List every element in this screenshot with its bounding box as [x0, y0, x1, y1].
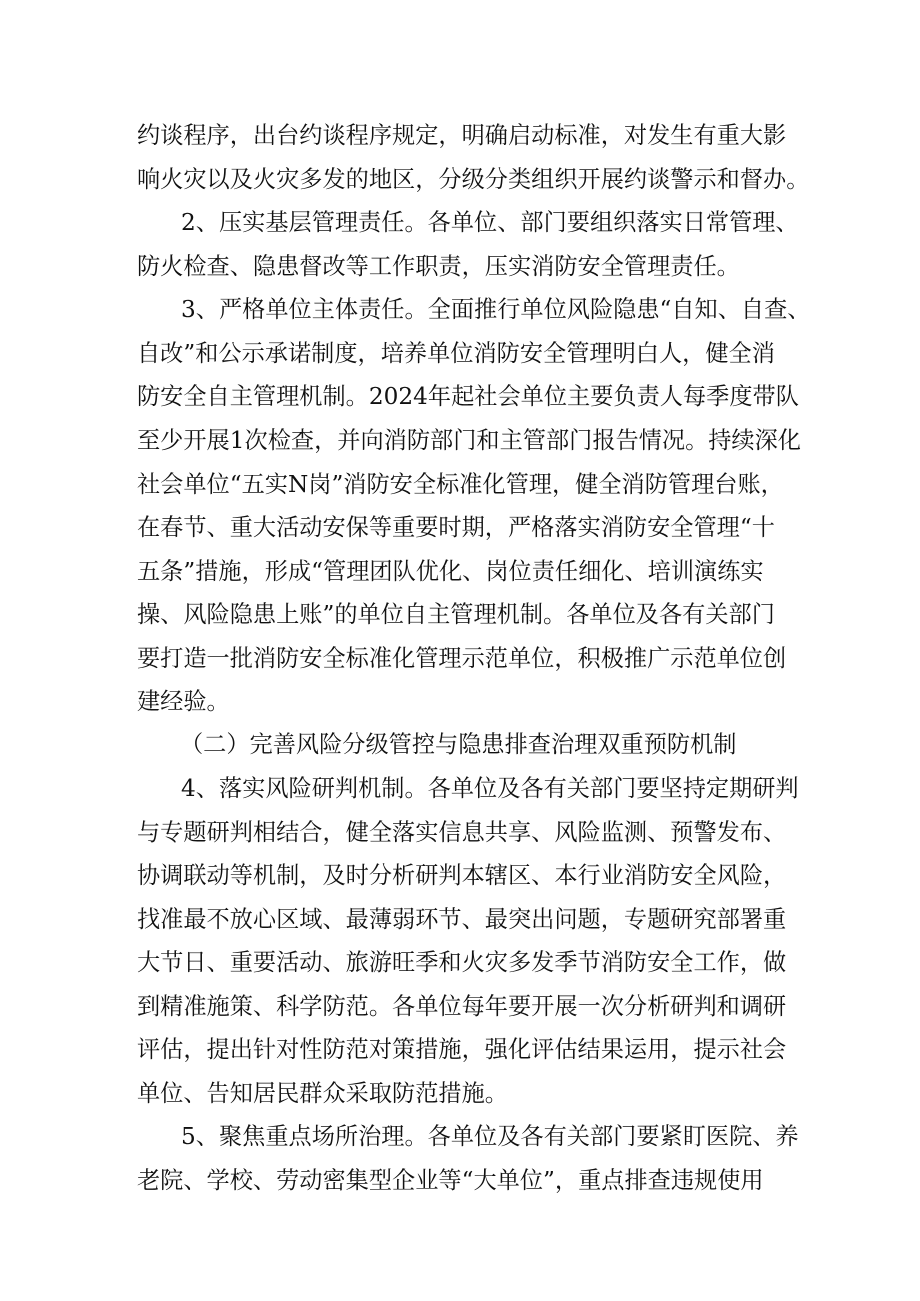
text-line: 防安全自主管理机制。2024年起社会单位主要负责人每季度带队 — [137, 383, 799, 410]
section-heading: （二）完善风险分级管控与隐患排查治理双重预防机制 — [180, 731, 737, 758]
text-line: 社会单位“五实N岗”消防安全标准化管理，健全消防管理台账， — [137, 471, 784, 498]
text-line: 自改”和公示承诺制度，培养单位消防安全管理明白人，健全消 — [137, 340, 775, 367]
text-line: 至少开展1次检查，并向消防部门和主管部门报告情况。持续深化 — [137, 427, 801, 454]
text-line: 评估，提出针对性防范对策措施，强化评估结果运用，提示社会 — [137, 1036, 787, 1063]
text-line: 五条”措施，形成“管理团队优化、岗位责任细化、培训演练实 — [137, 558, 764, 585]
text-line: 找准最不放心区域、最薄弱环节、最突出问题，专题研究部署重 — [137, 906, 787, 933]
text-line: 约谈程序，出台约谈程序规定，明确启动标准，对发生有重大影 — [137, 122, 787, 149]
text-line: 老院、学校、劳动密集型企业等“大单位”，重点排查违规使用 — [137, 1167, 764, 1194]
text-line: 2、压实基层管理责任。各单位、部门要组织落实日常管理、 — [181, 209, 799, 236]
text-line: 5、聚焦重点场所治理。各单位及各有关部门要紧盯医院、养 — [181, 1123, 799, 1150]
text-line: 防火检查、隐患督改等工作职责，压实消防安全管理责任。 — [137, 253, 740, 280]
text-line: 4、落实风险研判机制。各单位及各有关部门要坚持定期研判 — [181, 775, 799, 802]
text-line: 操、风险隐患上账”的单位自主管理机制。各单位及各有关部门 — [137, 601, 775, 628]
text-line: 3、严格单位主体责任。全面推行单位风险隐患“自知、自查、 — [181, 296, 811, 323]
text-line: 响火灾以及火灾多发的地区，分级分类组织开展约谈警示和督办。 — [137, 166, 810, 193]
text-line: 到精准施策、科学防范。各单位每年要开展一次分析研判和调研 — [137, 993, 787, 1020]
text-line: 协调联动等机制，及时分析研判本辖区、本行业消防安全风险， — [137, 862, 787, 889]
text-line: 要打造一批消防安全标准化管理示范单位，积极推广示范单位创 — [137, 645, 787, 672]
text-line: 建经验。 — [137, 688, 230, 715]
text-line: 与专题研判相结合，健全落实信息共享、风险监测、预警发布、 — [137, 819, 787, 846]
text-line: 单位、告知居民群众采取防范措施。 — [137, 1080, 508, 1107]
text-line: 在春节、重大活动安保等重要时期，严格落实消防安全管理“十 — [137, 514, 775, 541]
text-line: 大节日、重要活动、旅游旺季和火灾多发季节消防安全工作，做 — [137, 949, 787, 976]
